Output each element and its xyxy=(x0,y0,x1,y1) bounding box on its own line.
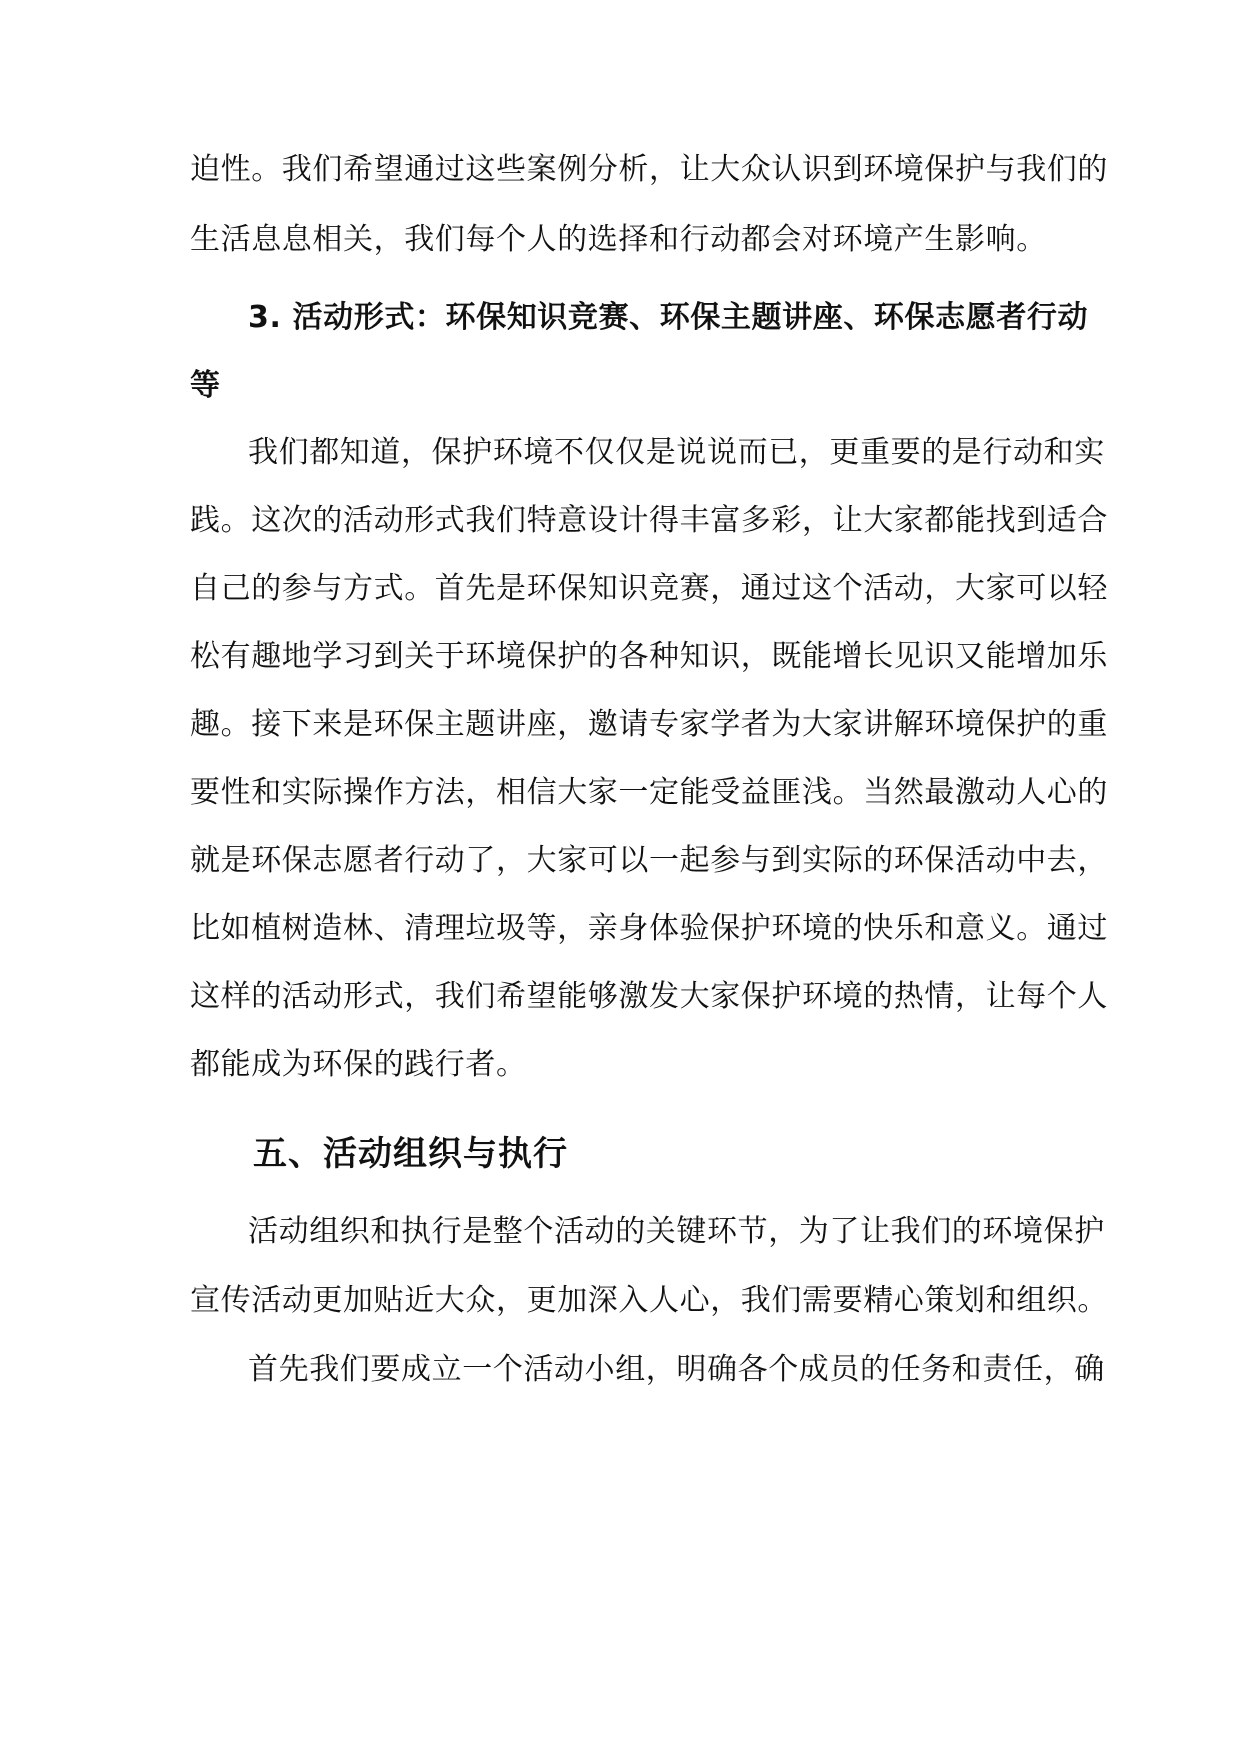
paragraph-line: 都能成为环保的践行者。 xyxy=(190,1047,527,1082)
paragraph-line: 这样的活动形式，我们希望能够激发大家保护环境的热情，让每个人 xyxy=(190,979,1108,1014)
paragraph-line: 活动组织和执行是整个活动的关键环节，为了让我们的环境保护 xyxy=(248,1214,1105,1249)
paragraph-line: 就是环保志愿者行动了，大家可以一起参与到实际的环保活动中去， xyxy=(190,843,1108,878)
paragraph-line: 要性和实际操作方法，相信大家一定能受益匪浅。当然最激动人心的 xyxy=(190,775,1108,810)
paragraph-line: 践。这次的活动形式我们特意设计得丰富多彩，让大家都能找到适合 xyxy=(190,503,1108,538)
subheading-activity-format: 3. 活动形式：环保知识竞赛、环保主题讲座、环保志愿者行动 xyxy=(248,300,1089,335)
paragraph-line: 迫性。我们希望通过这些案例分析，让大众认识到环境保护与我们的 xyxy=(190,152,1108,187)
paragraph-line: 我们都知道，保护环境不仅仅是说说而已，更重要的是行动和实 xyxy=(248,435,1105,470)
paragraph-line: 自己的参与方式。首先是环保知识竞赛，通过这个活动，大家可以轻 xyxy=(190,571,1108,606)
paragraph-line: 生活息息相关，我们每个人的选择和行动都会对环境产生影响。 xyxy=(190,222,1047,257)
subheading-activity-format-cont: 等 xyxy=(190,368,221,403)
paragraph-line: 趣。接下来是环保主题讲座，邀请专家学者为大家讲解环境保护的重 xyxy=(190,707,1108,742)
paragraph-line: 松有趣地学习到关于环境保护的各种知识，既能增长见识又能增加乐 xyxy=(190,639,1108,674)
section-heading: 五、活动组织与执行 xyxy=(253,1134,568,1174)
paragraph-line: 宣传活动更加贴近大众，更加深入人心，我们需要精心策划和组织。 xyxy=(190,1283,1108,1318)
paragraph-line: 首先我们要成立一个活动小组，明确各个成员的任务和责任，确 xyxy=(248,1352,1105,1387)
paragraph-line: 比如植树造林、清理垃圾等，亲身体验保护环境的快乐和意义。通过 xyxy=(190,911,1108,946)
